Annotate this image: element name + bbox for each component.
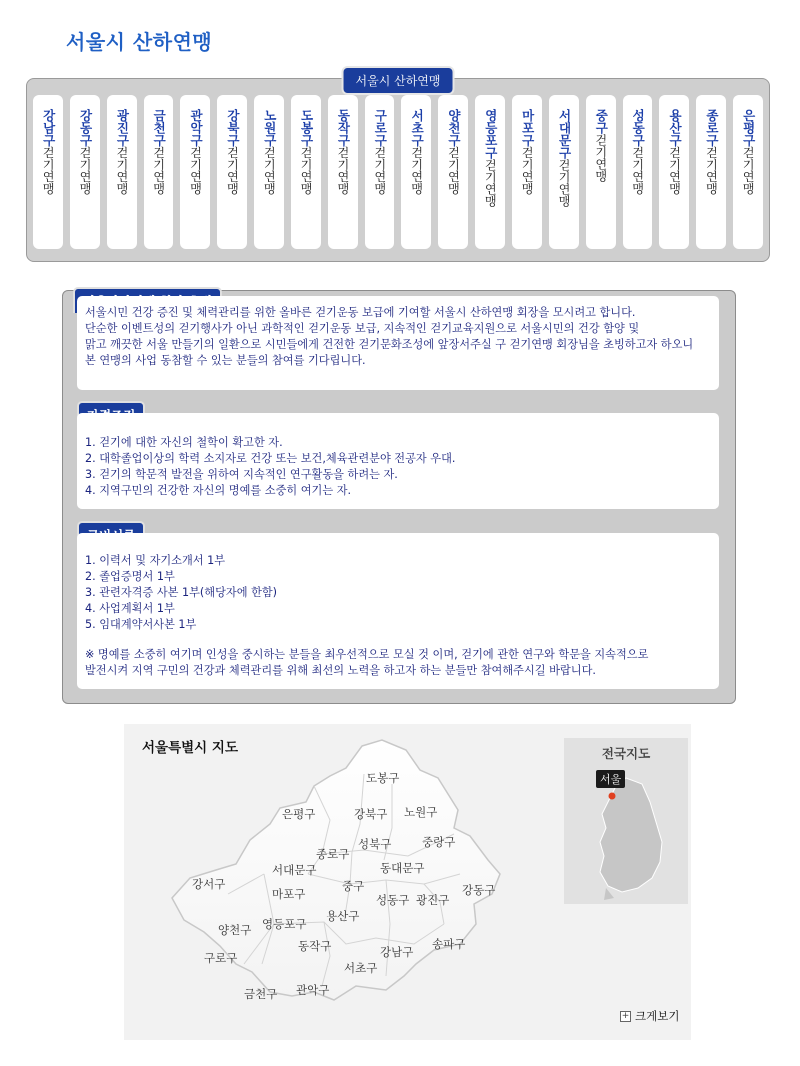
map-label-seongbuk[interactable]: 성북구 [358,837,392,851]
district-suffix: 걷기연맹 [593,134,608,182]
invite-line: 서울시민 건강 증진 및 체력관리를 위한 올바른 걷기운동 보급에 기여할 서울시 산하연맹 회장을 모시려고 합니다. [85,306,636,319]
seoul-dot [609,793,616,800]
zoom-label: 크게보기 [635,1009,680,1023]
district-card-text [447,109,460,249]
district-suffix: 걷기연맹 [483,159,498,207]
map-label-eunpyeong[interactable]: 은평구 [282,807,316,821]
district-card[interactable] [70,95,100,249]
plus-icon: + [621,1010,630,1021]
district-card-text [705,109,718,249]
qualification-box [77,413,719,509]
district-card-text [152,109,165,249]
district-card-text [115,109,128,249]
district-card[interactable] [696,95,726,249]
district-card-text [300,109,313,249]
district-card-text [668,109,681,249]
district-suffix: 걷기연맹 [151,146,166,195]
district-panel [26,74,770,262]
district-suffix: 걷기연맹 [741,146,756,195]
documents-note: 발전시켜 지역 구민의 건강과 체력관리를 위해 최선의 노력을 하고자 하는 분들만 참여해주시길 바랍니다. [85,664,596,677]
map-label-gwangjin[interactable]: 광진구 [416,893,450,907]
map-label-geumcheon[interactable]: 금천구 [244,987,278,1001]
invite-line: 단순한 이벤트성의 걷기행사가 아닌 과학적인 걷기운동 보급, 지속적인 걷기교육지원으로 서울시민의 건강 함양 및 [85,322,640,335]
documents-item: 4. 사업계획서 1부 [85,602,175,615]
seoul-marker[interactable]: 서울 [596,770,625,788]
district-card-text [336,109,349,249]
qualification-item: 4. 지역구민의 건강한 자신의 명예를 소중히 여기는 자. [85,484,352,497]
district-name: 강동구 [78,109,94,147]
documents-item: 2. 졸업증명서 1부 [85,570,175,583]
map-label-seongdong[interactable]: 성동구 [376,893,410,907]
district-card[interactable] [328,95,358,249]
map-label-mapo[interactable]: 마포구 [272,887,306,901]
district-card-text [484,109,497,249]
district-card-text [631,109,644,249]
district-card-text [226,109,239,249]
documents-note: ※ 명예를 소중히 여기며 인성을 중시하는 분들을 최우선적으로 모실 것 이며, 걷기에 관한 연구와 학문을 지속적으로 [85,648,649,661]
map-label-songpa[interactable]: 송파구 [432,937,466,951]
district-suffix: 걷기연맹 [667,146,682,195]
zoom-button[interactable] [620,1008,679,1024]
documents-item: 1. 이력서 및 자기소개서 1부 [85,554,226,567]
map-label-jongno[interactable]: 종로구 [316,847,350,861]
district-suffix: 걷기연맹 [41,146,56,195]
documents-item: 3. 관련자격증 사본 1부(해당자에 한함) [85,586,278,599]
district-card-text [42,109,55,249]
district-suffix: 걷기연맹 [556,159,571,207]
map-label-yongsan[interactable]: 용산구 [326,909,360,923]
district-card[interactable] [217,95,247,249]
district-name: 영등포구 [483,109,499,159]
district-suffix: 걷기연맹 [114,146,129,195]
district-suffix: 걷기연맹 [225,146,240,195]
district-suffix: 걷기연맹 [372,146,387,195]
map-label-gwanak[interactable]: 관악구 [296,983,330,997]
qualification-item: 2. 대학졸업이상의 학력 소지자로 건강 또는 보건,체육관련분야 전공자 우대. [85,452,456,465]
map-label-dobong[interactable]: 도봉구 [366,771,400,785]
district-card-text [410,109,423,249]
district-list [33,95,763,249]
panel-tab: 서울시 산하연맹 [342,66,455,95]
district-card[interactable] [586,95,616,249]
district-name: 광진구 [114,109,130,147]
map-label-nowon[interactable]: 노원구 [404,805,438,819]
district-suffix: 걷기연맹 [299,146,314,195]
district-suffix: 걷기연맹 [520,146,535,195]
district-card[interactable] [512,95,542,249]
district-name: 관악구 [188,109,204,147]
documents-item: 5. 임대계약서사본 1부 [85,618,197,631]
district-card-text [742,109,755,249]
map-label-gangseo[interactable]: 강서구 [192,877,226,891]
district-suffix: 걷기연맹 [630,146,645,195]
district-suffix: 걷기연맹 [446,146,461,195]
seoul-map [124,724,691,1040]
national-map-inset[interactable] [564,738,688,904]
district-name: 강북구 [225,109,241,147]
page-title: 서울시 산하연맹 [66,30,213,54]
district-card-text [373,109,386,249]
district-card[interactable] [438,95,468,249]
map-label-dongjak[interactable]: 동작구 [298,939,332,953]
district-card-text [521,109,534,249]
qualification-item: 1. 걷기에 대한 자신의 철학이 확고한 자. [85,436,283,449]
district-suffix: 걷기연맹 [78,146,93,195]
map-label-jungnang[interactable]: 중랑구 [422,835,456,849]
map-label-seodaemun[interactable]: 서대문구 [272,863,317,877]
district-card-text [79,109,92,249]
district-name: 종로구 [704,109,720,147]
district-name: 동작구 [335,109,351,147]
district-suffix: 걷기연맹 [188,146,203,195]
map-label-dongdaemun[interactable]: 동대문구 [380,861,425,875]
invite-box [77,296,719,390]
jeju-shape [604,888,614,900]
invite-line: 본 연맹의 사업 동참할 수 있는 분들의 참여를 기다립니다. [85,354,366,367]
map-label-gangnam[interactable]: 강남구 [380,945,414,959]
district-card[interactable] [254,95,284,249]
district-card-text [263,109,276,249]
district-name: 중구 [593,109,609,134]
district-card[interactable] [401,95,431,249]
district-name: 서대문구 [556,109,572,159]
district-card[interactable] [733,95,763,249]
district-card[interactable] [291,95,321,249]
qualification-item: 3. 걷기의 학문적 발전을 위하여 지속적인 연구활동을 하려는 자. [85,468,398,481]
district-card[interactable] [180,95,210,249]
district-card-text [594,109,607,249]
district-card[interactable] [107,95,137,249]
district-name: 금천구 [151,109,167,147]
district-card[interactable] [549,95,579,249]
info-panel [62,290,736,704]
district-suffix: 걷기연맹 [335,146,350,195]
inset-title: 전국지도 [601,746,651,761]
map-title: 서울특별시 지도 [142,740,238,756]
map-label-guro[interactable]: 구로구 [204,951,238,965]
district-name: 은평구 [741,109,757,147]
korea-map-shape [564,738,688,904]
district-name: 양천구 [446,109,462,147]
district-card[interactable] [659,95,689,249]
district-card[interactable] [365,95,395,249]
district-name: 강남구 [41,109,57,147]
district-suffix: 걷기연맹 [262,146,277,195]
district-suffix: 걷기연맹 [409,146,424,195]
district-name: 성동구 [630,109,646,147]
map-label-junggu[interactable]: 중구 [342,879,365,893]
district-name: 구로구 [372,109,388,147]
district-name: 도봉구 [299,109,315,147]
district-name: 마포구 [520,109,536,147]
map-label-seocho[interactable]: 서초구 [344,961,378,975]
district-card[interactable] [623,95,653,249]
district-card-text [189,109,202,249]
map-label-yeongdeungpo[interactable]: 영등포구 [262,917,307,931]
district-suffix: 걷기연맹 [704,146,719,195]
district-card-text [557,109,570,249]
district-name: 용산구 [667,109,683,147]
map-label-gangbuk[interactable]: 강북구 [354,807,388,821]
district-card[interactable] [144,95,174,249]
map-label-gangdong[interactable]: 강동구 [462,883,496,897]
district-card[interactable] [475,95,505,249]
invite-line: 맑고 깨끗한 서울 만들기의 일환으로 시민들에게 건전한 걷기문화조성에 앞장서주실 구 걷기연맹 회장님을 초빙하고자 하오니 [85,338,694,351]
map-label-yangcheon[interactable]: 양천구 [218,923,252,937]
documents-box [77,533,719,689]
district-card[interactable] [33,95,63,249]
district-name: 서초구 [409,109,425,147]
district-name: 노원구 [262,109,278,147]
